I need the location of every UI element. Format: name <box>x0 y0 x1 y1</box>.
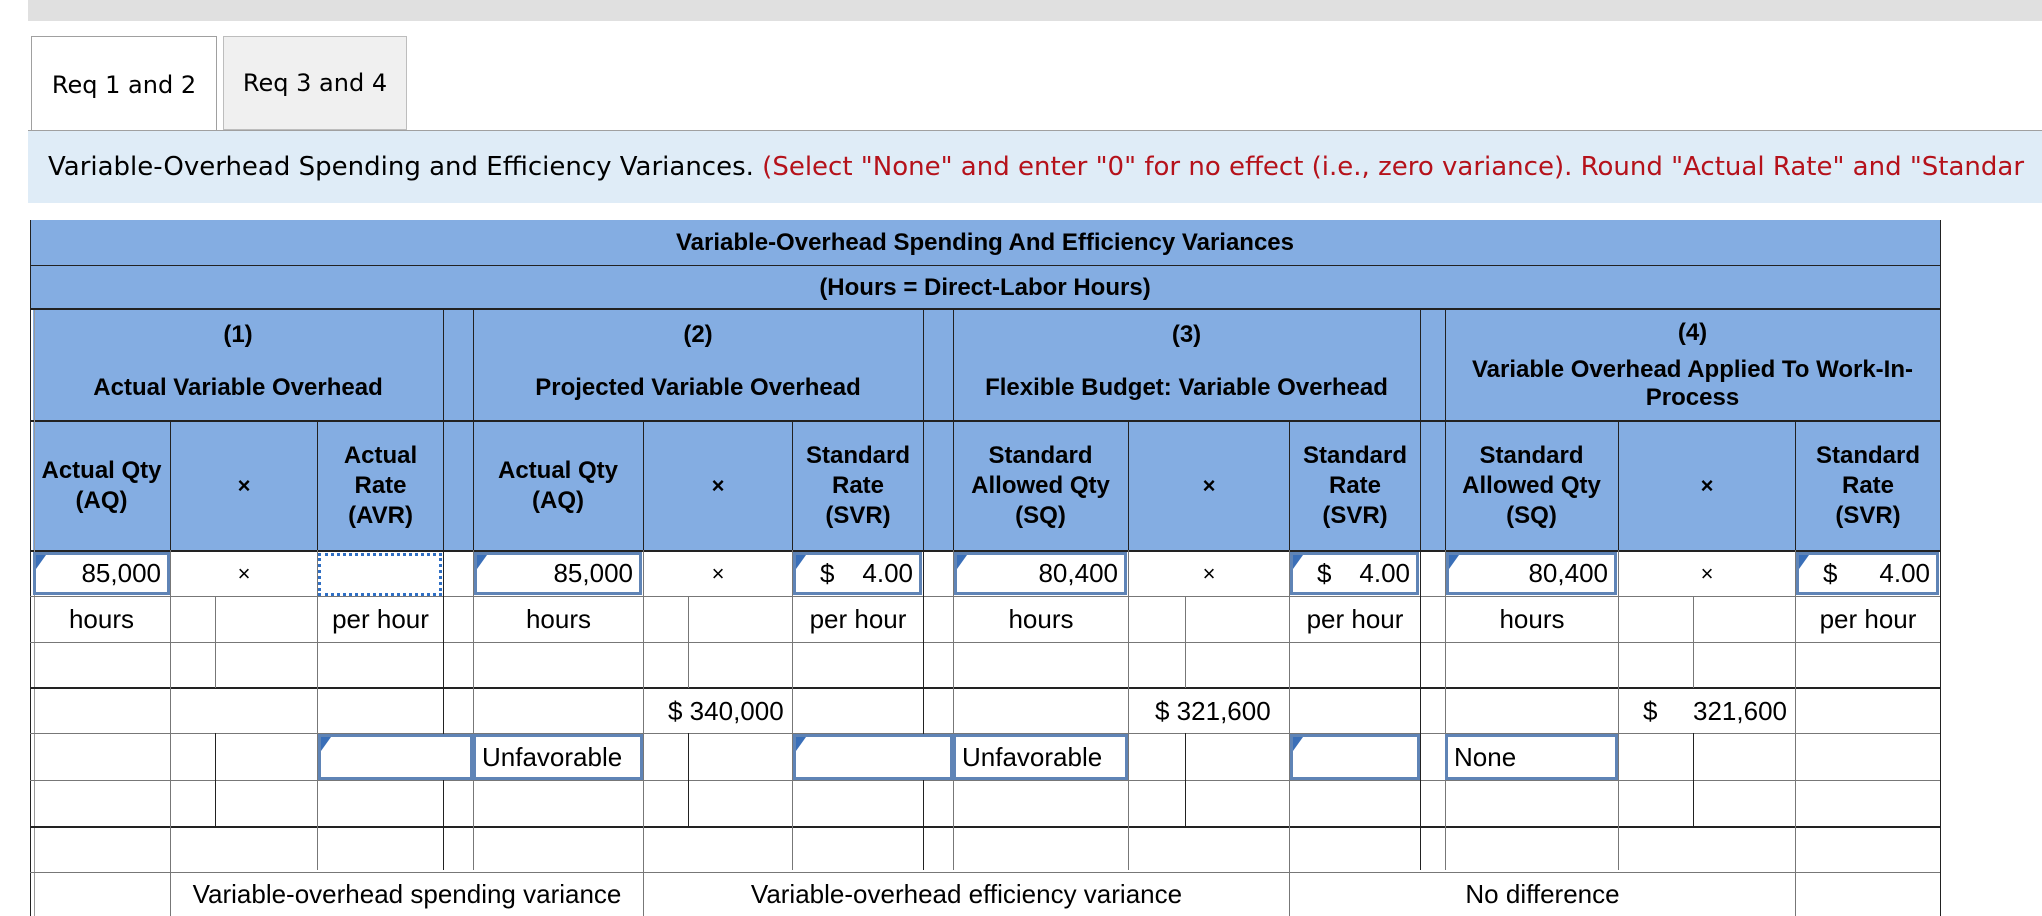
input-corner-marker <box>36 555 46 569</box>
g1-qty-header: Actual Qty (AQ) <box>33 422 170 550</box>
g3-hours-unit: hours <box>1008 604 1074 634</box>
applied-variance-type: None <box>1454 741 1517 772</box>
g2-actual-qty-input[interactable] <box>474 552 642 595</box>
g4-total-symbol: $ <box>1643 696 1658 726</box>
input-corner-marker <box>957 555 967 569</box>
efficiency-variance-type-select[interactable] <box>953 734 1128 780</box>
applied-variance-amount-input[interactable] <box>1290 734 1420 780</box>
group-2-num: (2) <box>683 321 713 348</box>
g2-per-hour-unit: per hour <box>809 604 907 634</box>
instruction-bar <box>28 131 2042 203</box>
spending-variance-label: Variable-overhead spending variance <box>192 879 622 909</box>
g4-allowed-qty-value: 80,400 <box>1528 558 1608 588</box>
table-title: Variable-Overhead Spending And Efficiency Variances <box>30 220 1940 265</box>
input-corner-marker <box>321 737 331 751</box>
spending-variance-amount-input[interactable] <box>318 734 473 780</box>
g3-qty-header: Standard Allowed Qty (SQ) <box>953 422 1128 550</box>
efficiency-variance-amount-input[interactable] <box>793 734 953 780</box>
g4-rate-header: Standard Rate (SVR) <box>1796 422 1940 550</box>
g1-per-hour-unit: per hour <box>332 604 429 634</box>
g4-standard-rate-input[interactable] <box>1796 552 1939 595</box>
g2-times-header: × <box>644 422 792 550</box>
group-4-num: (4) <box>1677 319 1708 346</box>
no-difference-label: No difference <box>1465 879 1620 909</box>
g2-qty-header: Actual Qty (AQ) <box>473 422 643 550</box>
group-3-title: Flexible Budget: Variable Overhead <box>985 374 1388 401</box>
input-corner-marker <box>796 737 806 751</box>
g4-rate-dollar: $ <box>1823 558 1838 588</box>
g2-standard-rate-input[interactable] <box>793 552 922 595</box>
input-corner-marker <box>1293 555 1303 569</box>
g4-allowed-qty-input[interactable] <box>1446 552 1617 595</box>
g1-hours-unit: hours <box>68 604 135 634</box>
g3-standard-rate-value: 4.00 <box>1359 558 1410 588</box>
g3-per-hour-unit: per hour <box>1306 604 1404 634</box>
tab-req-3-and-4[interactable]: Req 3 and 4 <box>223 36 407 130</box>
g4-per-hour-unit: per hour <box>1819 604 1917 634</box>
group-1-header <box>33 310 443 420</box>
g3-times-header: × <box>1129 422 1289 550</box>
g1-actual-qty-value: 85,000 <box>81 558 161 588</box>
input-corner-marker <box>1293 737 1303 751</box>
g2-actual-qty-value: 85,000 <box>553 558 633 588</box>
g1-times: × <box>237 561 251 586</box>
g1-rate-header: Actual Rate (AVR) <box>318 422 443 550</box>
group-4-title: Variable Overhead Applied To Work-In-Process <box>1472 356 1913 411</box>
instruction-note: (Select "None" and enter "0" for no effect (i.e., zero variance). Round "Actual Rate" and "Standar <box>762 152 2025 182</box>
g1-times-header: × <box>171 422 317 550</box>
g4-standard-rate-value: 4.00 <box>1879 558 1930 588</box>
input-corner-marker <box>1799 555 1809 569</box>
g2-rate-dollar: $ <box>820 558 835 588</box>
g4-hours-unit: hours <box>1499 604 1565 634</box>
g1-actual-rate-input[interactable] <box>318 553 442 596</box>
g3-allowed-qty-value: 80,400 <box>1038 558 1118 588</box>
g3-allowed-qty-input[interactable] <box>954 552 1127 595</box>
group-1-title: Actual Variable Overhead <box>93 374 383 401</box>
g2-total: $ 340,000 <box>668 696 784 726</box>
applied-variance-type-select[interactable] <box>1445 734 1618 780</box>
group-3-num: (3) <box>1171 321 1202 348</box>
group-3-header <box>953 310 1420 420</box>
g2-standard-rate-value: 4.00 <box>862 558 913 588</box>
group-1-num: (1) <box>223 321 253 348</box>
input-corner-marker <box>477 555 487 569</box>
group-4-header <box>1445 310 1940 420</box>
g3-total: $ 321,600 <box>1155 696 1271 726</box>
g2-times: × <box>711 561 725 586</box>
g2-rate-header: Standard Rate (SVR) <box>793 422 923 550</box>
group-2-title: Projected Variable Overhead <box>535 374 861 401</box>
instruction-main: Variable-Overhead Spending and Efficiency Variances. <box>48 152 754 182</box>
top-bar <box>28 0 2042 21</box>
table-subtitle: (Hours = Direct-Labor Hours) <box>30 266 1940 309</box>
g3-rate-dollar: $ <box>1317 558 1332 588</box>
g1-actual-qty-input[interactable] <box>33 552 170 595</box>
group-2-header <box>473 310 923 420</box>
g3-standard-rate-input[interactable] <box>1290 552 1419 595</box>
g4-times-header: × <box>1619 422 1795 550</box>
g4-qty-header: Standard Allowed Qty (SQ) <box>1445 422 1618 550</box>
spending-variance-type: Unfavorable <box>482 741 623 772</box>
input-corner-marker <box>796 555 806 569</box>
tab-req-1-and-2[interactable]: Req 1 and 2 <box>31 36 217 132</box>
spending-variance-type-select[interactable] <box>473 734 643 780</box>
efficiency-variance-type: Unfavorable <box>962 741 1103 772</box>
g3-times: × <box>1202 561 1216 586</box>
g3-rate-header: Standard Rate (SVR) <box>1290 422 1420 550</box>
g4-total: 321,600 <box>1693 696 1787 726</box>
efficiency-variance-label: Variable-overhead efficiency variance <box>750 879 1183 909</box>
input-corner-marker <box>1449 555 1459 569</box>
g4-times: × <box>1700 561 1714 586</box>
g2-hours-unit: hours <box>525 604 592 634</box>
